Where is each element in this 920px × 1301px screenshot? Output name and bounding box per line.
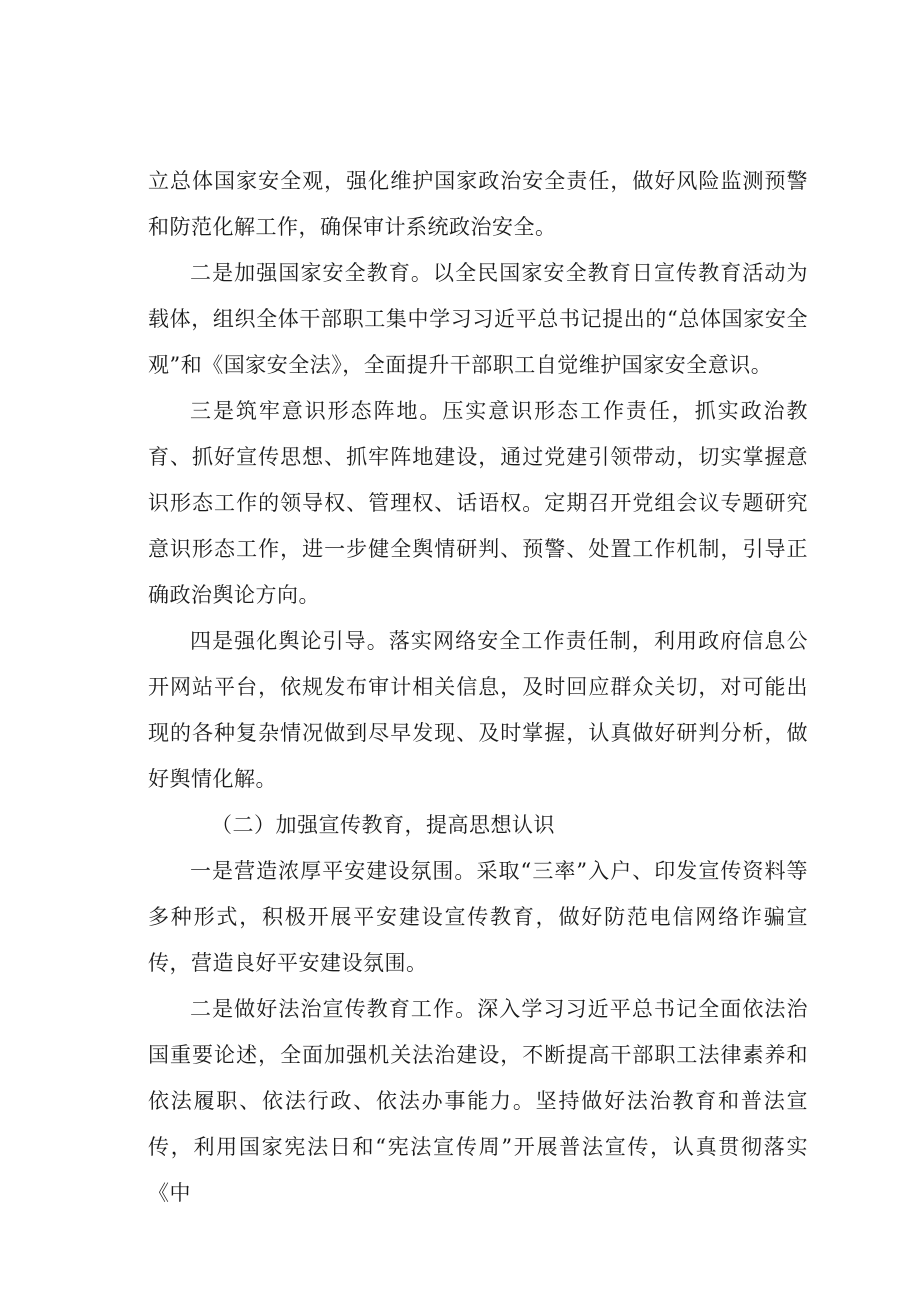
section-heading-publicity-education: （二）加强宣传教育，提高思想认识 [211, 813, 555, 837]
document-body [148, 158, 808, 1216]
paragraph-ideology-position: 三是筑牢意识形态阵地。压实意识形态工作责任，抓实政治教育、抓好宣传思想、抓牢阵地建设，通过党建引领带动，切实掌握意识形态工作的领导权、管理权、话语权。定期召开党组会议专题研究意识形态工作，进一步健全舆情研判、预警、处置工作机制，引导正确政治舆论方向。 [148, 399, 808, 607]
paragraph-safety-atmosphere: 一是营造浓厚平安建设氛围。采取“三率”入户、印发宣传资料等多种形式，积极开展平安建设宣传教育，做好防范电信网络诈骗宣传，营造良好平安建设氛围。 [148, 859, 808, 975]
paragraph-public-opinion-guidance: 四是强化舆论引导。落实网络安全工作责任制，利用政府信息公开网站平台，依规发布审计相关信息，及时回应群众关切，对可能出现的各种复杂情况做到尽早发现、及时掌握，认真做好研判分析，做好舆情化解。 [148, 629, 808, 791]
paragraph-continuation: 立总体国家安全观，强化维护国家政治安全责任，做好风险监测预警和防范化解工作，确保审计系统政治安全。 [148, 169, 808, 239]
paragraph-national-security-education: 二是加强国家安全教育。以全民国家安全教育日宣传教育活动为载体，组织全体干部职工集中学习习近平总书记提出的“总体国家安全观”和《国家安全法》，全面提升干部职工自觉维护国家安全意识。 [148, 261, 808, 377]
paragraph-legal-education: 二是做好法治宣传教育工作。深入学习习近平总书记全面依法治国重要论述，全面加强机关法治建设，不断提高干部职工法律素养和依法履职、依法行政、依法办事能力。坚持做好法治教育和普法宣传，利用国家宪法日和“宪法宣传周”开展普法宣传，认真贯彻落实《中 [148, 997, 808, 1205]
